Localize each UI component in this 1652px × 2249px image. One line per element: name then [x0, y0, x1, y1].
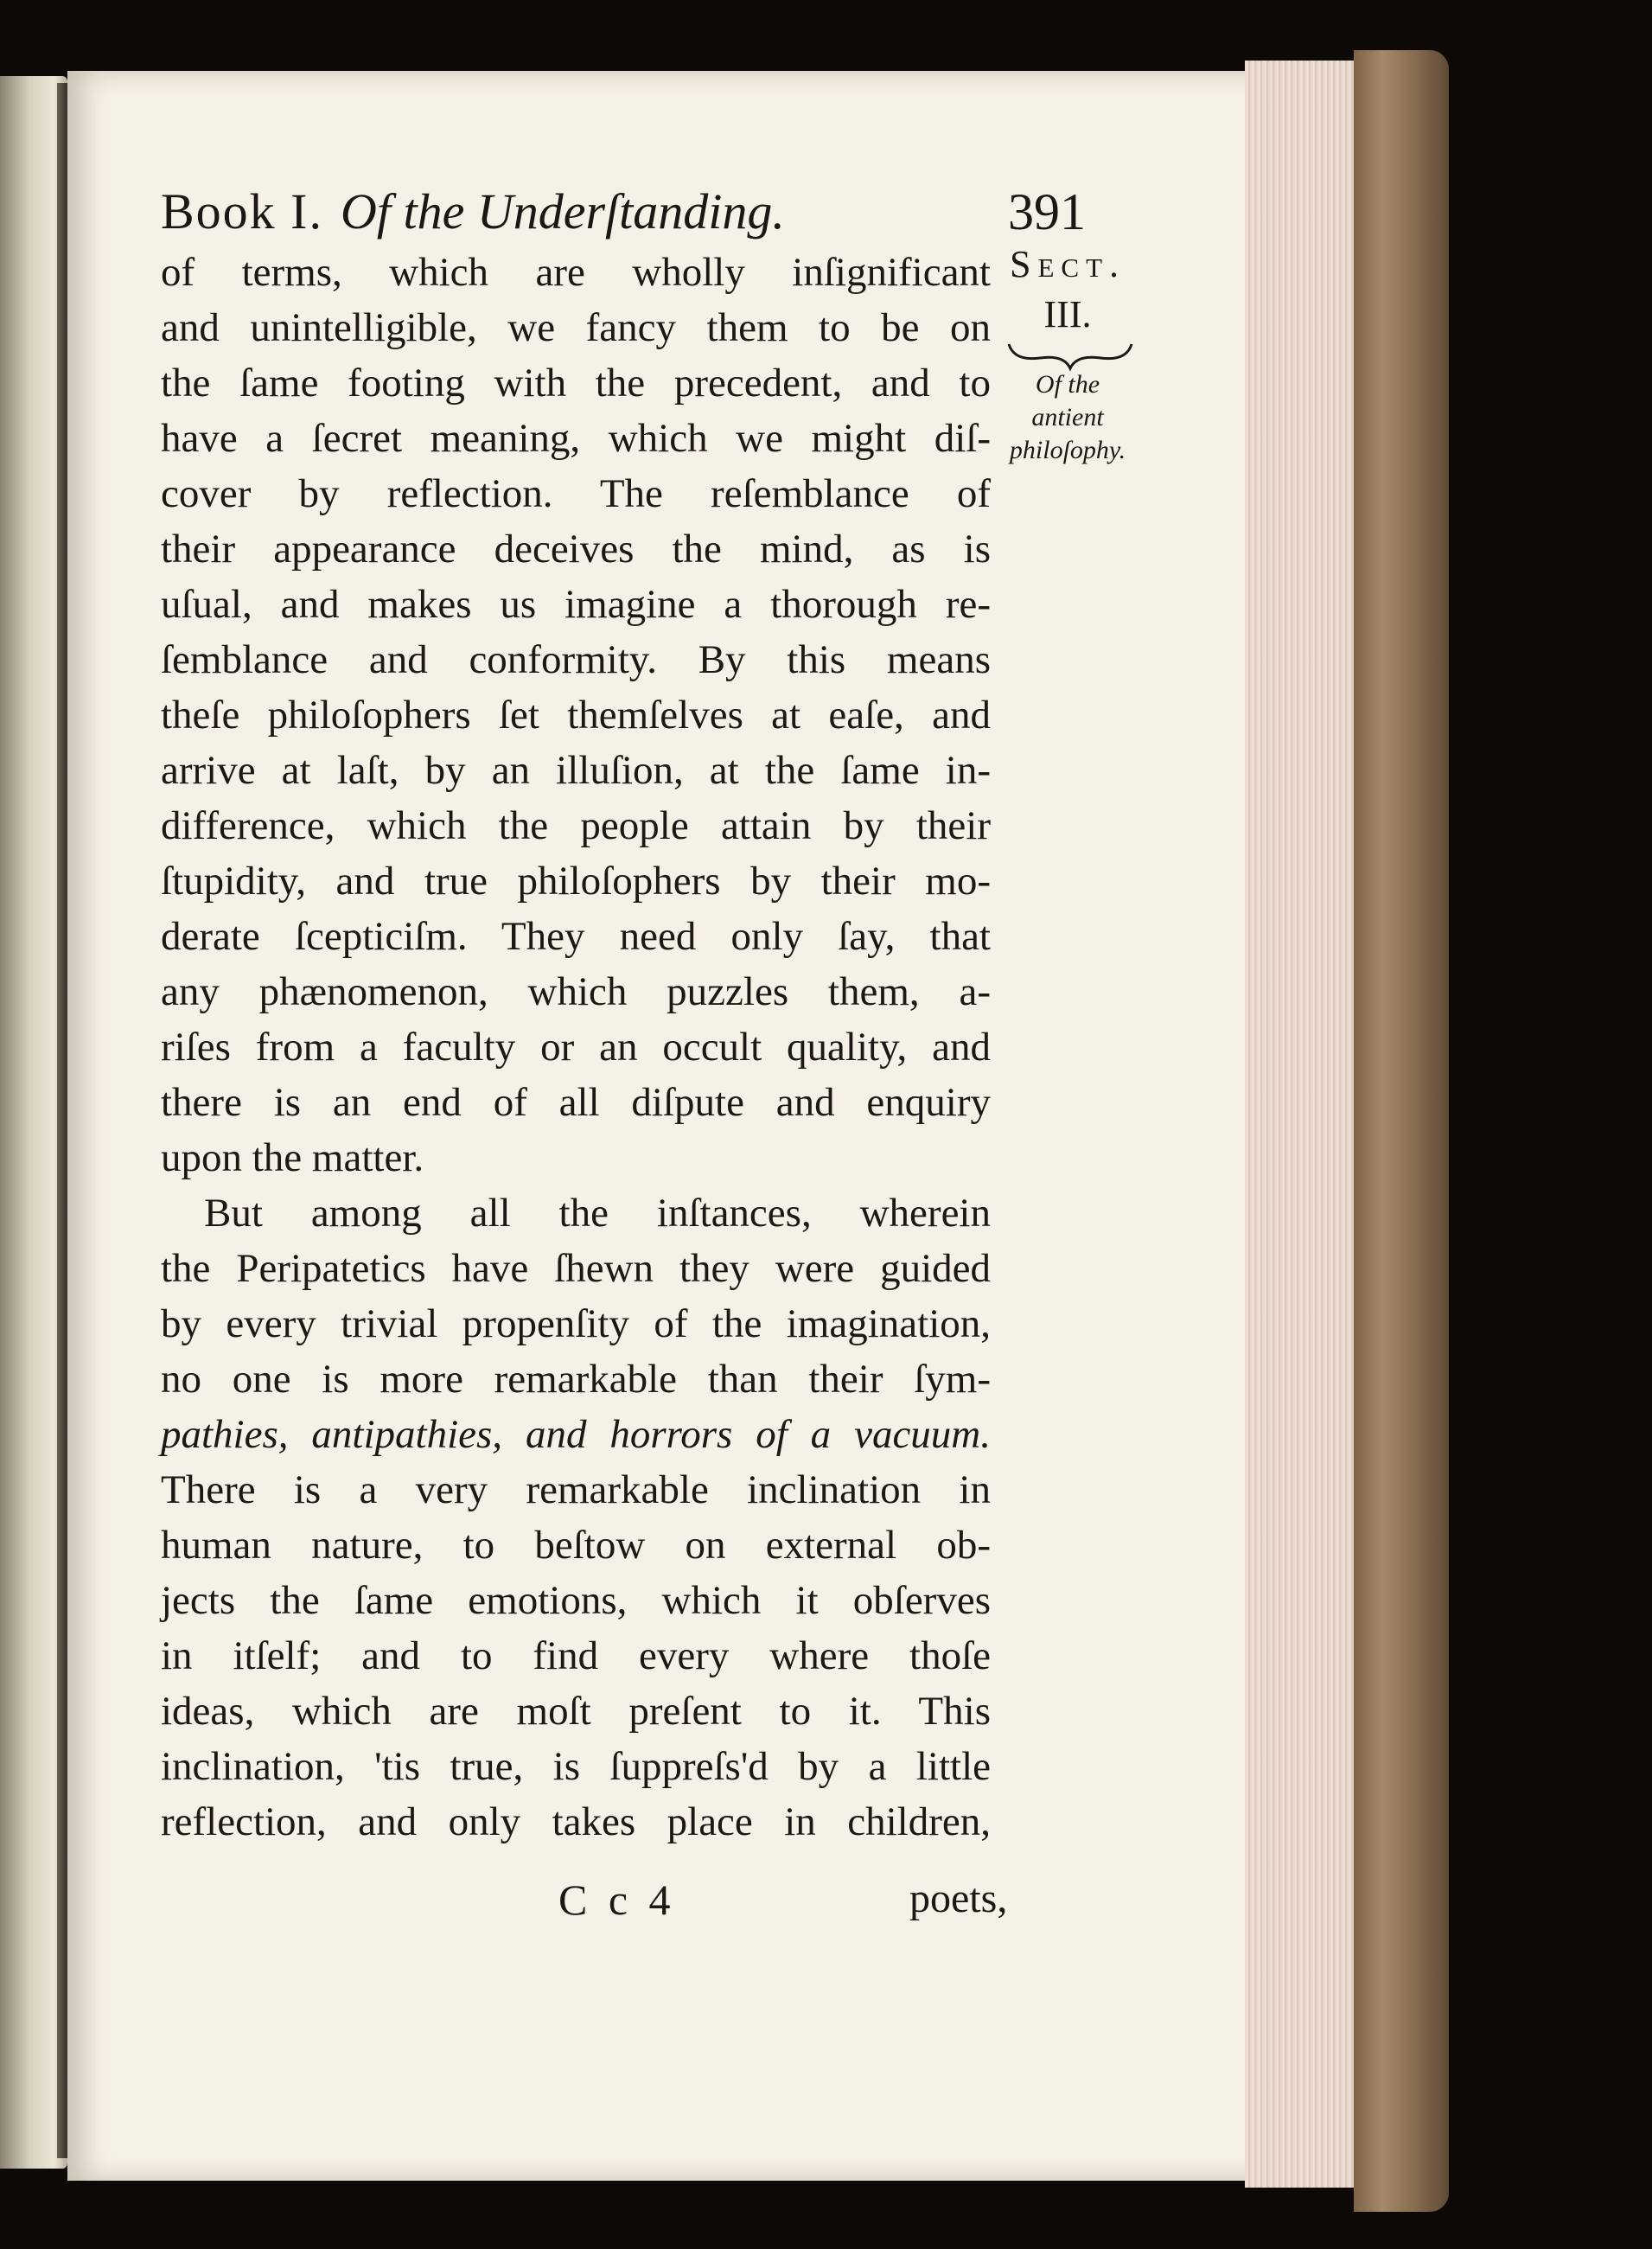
text-line: There is a very remarkable inclination in [161, 1467, 991, 1512]
text-line: no one is more remarkable than their ſym- [161, 1357, 991, 1402]
text-line: pathies, antipathies, and horrors of a vacuum. [161, 1412, 991, 1457]
signature-mark: C c 4 [558, 1875, 676, 1924]
text-line: in itſelf; and to find every where thoſe [161, 1633, 991, 1678]
page-number: 391 [1008, 183, 1086, 240]
text-line: derate ſcepticiſm. They need only ſay, that [161, 914, 991, 959]
running-subject: Of the Underſtanding. [341, 183, 785, 240]
text-line: jects the ſame emotions, which it obſerves [161, 1578, 991, 1623]
text-line: theſe philoſophers ſet themſelves at eaſe, and [161, 693, 991, 738]
text-line: upon the matter. [161, 1135, 424, 1180]
page-footer [161, 1875, 1008, 1935]
section-number: III. [1043, 293, 1092, 335]
text-line: the Peripatetics have ſhewn they were guided [161, 1246, 991, 1291]
page-block-edges [1245, 61, 1355, 2188]
brace-icon [1005, 339, 1135, 374]
text-line: by every trivial propenſity of the imagination, [161, 1301, 991, 1346]
catchword: poets, [909, 1875, 1008, 1921]
book-cover-edge [1354, 50, 1449, 2212]
text-line: difference, which the people attain by their [161, 803, 991, 848]
text-line: ſemblance and conformity. By this means [161, 637, 991, 682]
text-line: any phænomenon, which puzzles them, a- [161, 969, 991, 1014]
page-header [161, 177, 1112, 255]
text-line: ſtupidity, and true philoſophers by their mo- [161, 859, 991, 904]
text-line: riſes from a faculty or an occult quality, and [161, 1025, 991, 1070]
section-label: Sect. [1009, 243, 1126, 285]
text-line: human nature, to beſtow on external ob- [161, 1523, 991, 1568]
text-line: their appearance deceives the mind, as is [161, 527, 991, 572]
text-line: the ſame footing with the precedent, and to [161, 361, 991, 406]
text-line: have a ſecret meaning, which we might diſ- [161, 416, 991, 461]
paragraph-opening-line: But among all the inſtances, wherein [204, 1191, 991, 1236]
text-line: cover by reflection. The reſemblance of [161, 471, 991, 516]
running-title [161, 182, 785, 240]
text-line: uſual, and makes us imagine a thorough re- [161, 582, 991, 627]
text-line: and unintelligible, we fancy them to be on [161, 305, 991, 350]
marginal-note-line: antient [1031, 403, 1104, 431]
text-line: arrive at laſt, by an illuſion, at the ſame in- [161, 748, 991, 793]
text-line: inclination, 'tis true, is ſuppreſs'd by a little [161, 1744, 991, 1789]
text-line: of terms, which are wholly inſignificant [161, 250, 991, 295]
text-line: there is an end of all diſpute and enquiry [161, 1080, 991, 1125]
text-line: ideas, which are moſt preſent to it. This [161, 1689, 991, 1734]
book-number: Book I. [161, 183, 323, 240]
marginal-note-line: philoſophy. [1009, 436, 1126, 464]
text-line: reflection, and only takes place in children, [161, 1799, 991, 1844]
marginal-note-line: Of the [1035, 370, 1100, 399]
